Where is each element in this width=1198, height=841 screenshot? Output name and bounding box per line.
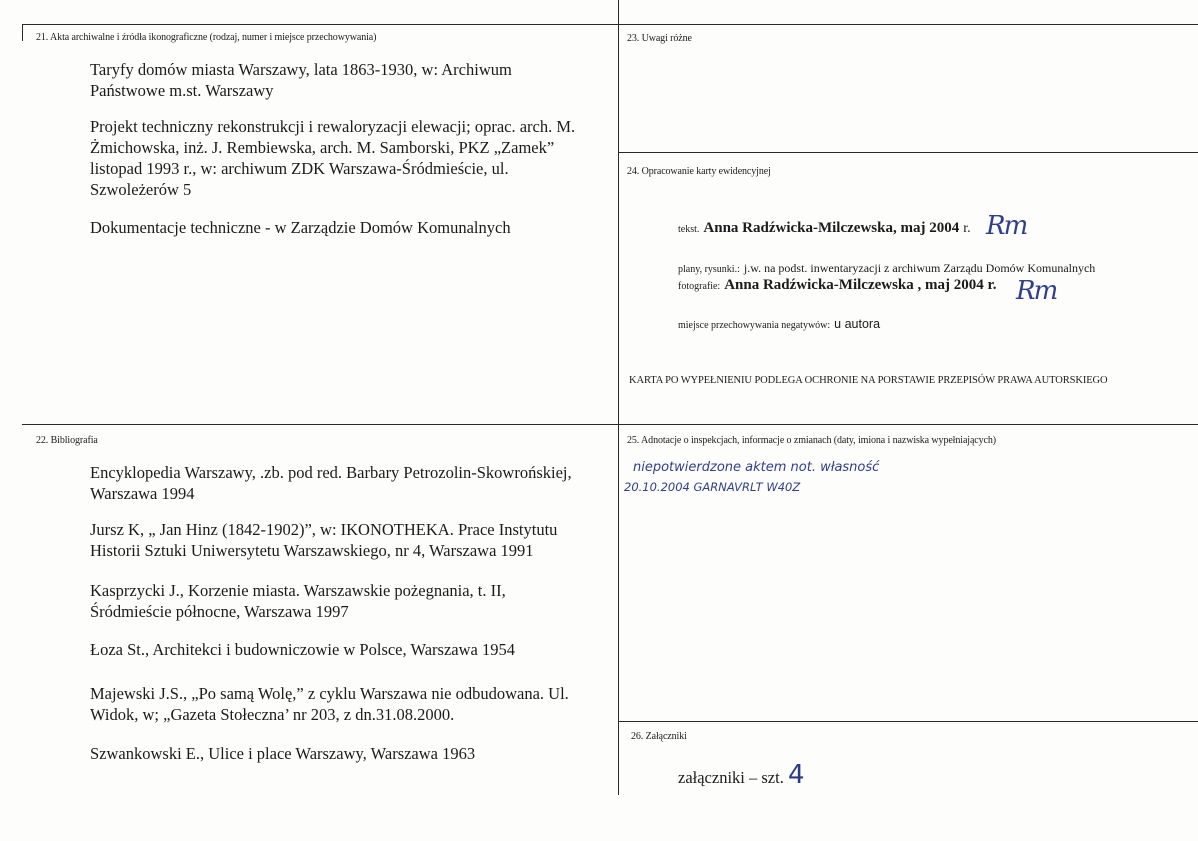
- right-rule-23-24: [618, 152, 1198, 153]
- tekst-prefix: tekst.: [678, 224, 700, 235]
- entry-line: Jursz K, „ Jan Hinz (1842-1902)”, w: IKONOTHEKA. Prace Instytutu: [90, 520, 558, 539]
- section-21-entry-3: [90, 217, 511, 238]
- entry-line: Szwankowski E., Ulice i place Warszawy, Warszawa 1963: [90, 744, 476, 763]
- bib-entry-6: [90, 743, 475, 764]
- right-rule-25-26: [618, 721, 1198, 722]
- entry-line: Śródmieście północne, Warszawa 1997: [90, 602, 349, 621]
- foto-prefix: fotografie:: [678, 281, 721, 292]
- foto-line: [678, 276, 997, 294]
- bib-entry-4: [90, 639, 515, 660]
- negatywy-prefix: miejsce przechowywania negatywów:: [678, 320, 831, 331]
- handwritten-note-line-1: niepotwierdzone aktem not. własność: [633, 460, 880, 475]
- entry-line: Historii Sztuki Uniwersytetu Warszawskiego, nr 4, Warszawa 1991: [90, 541, 534, 560]
- left-edge: [22, 24, 23, 41]
- entry-line: Żmichowska, inż. J. Rembiewska, arch. M. Samborski, PKZ „Zamek”: [90, 138, 555, 157]
- bib-entry-2: [90, 519, 557, 561]
- right-rule-24-25: [618, 424, 1198, 425]
- signature-2: Rm: [1016, 276, 1057, 306]
- attachments-line: [678, 760, 805, 790]
- entry-line: Majewski J.S., „Po samą Wolę,” z cyklu Warszawa nie odbudowana. Ul.: [90, 684, 569, 703]
- handwritten-note-line-2: 20.10.2004 GARNAVRLT W40Z: [624, 480, 801, 494]
- section-21-entry-2: [90, 116, 575, 200]
- center-divider: [618, 0, 619, 795]
- foto-author: Anna Radźwicka-Milczewska , maj 2004 r.: [724, 277, 997, 293]
- bib-entry-3: [90, 580, 506, 622]
- section-24-label: 24. Opracowanie karty ewidencyjnej: [627, 166, 771, 177]
- entry-line: Dokumentacje techniczne - w Zarządzie Domów Komunalnych: [90, 218, 511, 237]
- bib-entry-5: [90, 683, 569, 725]
- entry-line: Projekt techniczny rekonstrukcji i rewaloryzacji elewacji; oprac. arch. M.: [90, 117, 576, 136]
- tekst-author: Anna Radźwicka-Milczewska, maj 2004: [703, 220, 960, 236]
- section-21-entry-1: [90, 59, 512, 101]
- section-22-label: 22. Bibliografia: [36, 435, 98, 446]
- entry-line: Taryfy domów miasta Warszawy, lata 1863-1930, w: Archiwum: [90, 60, 512, 79]
- plany-line: [678, 259, 1095, 277]
- top-rule: [22, 24, 1198, 25]
- bib-entry-1: [90, 462, 572, 504]
- section-25-label: 25. Adnotacje o inspekcjach, informacje o zmianach (daty, imiona i nazwiska wypełniających): [627, 435, 997, 446]
- copyright-notice: KARTA PO WYPEŁNIENIU PODLEGA OCHRONIE NA PORSTAWIE PRZEPISÓW PRAWA AUTORSKIEGO: [629, 375, 1108, 386]
- section-23-label: 23. Uwagi różne: [627, 33, 692, 44]
- entry-line: Szwoleżerów 5: [90, 180, 192, 199]
- plany-value: j.w. na podst. inwentaryzacji z archiwum Zarządu Domów Komunalnych: [743, 261, 1096, 275]
- entry-line: Warszawa 1994: [90, 484, 195, 503]
- signature-1: Rm: [986, 211, 1027, 241]
- plany-prefix: plany, rysunki.:: [678, 264, 740, 275]
- entry-line: Łoza St., Architekci i budowniczowie w Polsce, Warszawa 1954: [90, 640, 515, 659]
- tekst-line: [678, 219, 971, 237]
- negatywy-line: [678, 315, 880, 333]
- left-mid-rule: [22, 424, 619, 425]
- entry-line: Państwowe m.st. Warszawy: [90, 81, 274, 100]
- negatywy-value: u autora: [834, 317, 881, 331]
- section-21-label: 21. Akta archiwalne i źródła ikonograficzne (rodzaj, numer i miejsce przechowywania): [36, 32, 377, 43]
- entry-line: Encyklopedia Warszawy, .zb. pod red. Barbary Petrozolin-Skowrońskiej,: [90, 463, 572, 482]
- section-26-label: 26. Załączniki: [631, 731, 687, 742]
- entry-line: Widok, w; „Gazeta Stołeczna’ nr 203, z dn.31.08.2000.: [90, 705, 455, 724]
- attachments-count: 4: [787, 760, 805, 790]
- entry-line: listopad 1993 r., w: archiwum ZDK Warszawa-Śródmieście, ul.: [90, 159, 509, 178]
- attachments-text: załączniki – szt.: [678, 768, 784, 787]
- entry-line: Kasprzycki J., Korzenie miasta. Warszawskie pożegnania, t. II,: [90, 581, 506, 600]
- tekst-suffix: r.: [963, 221, 971, 236]
